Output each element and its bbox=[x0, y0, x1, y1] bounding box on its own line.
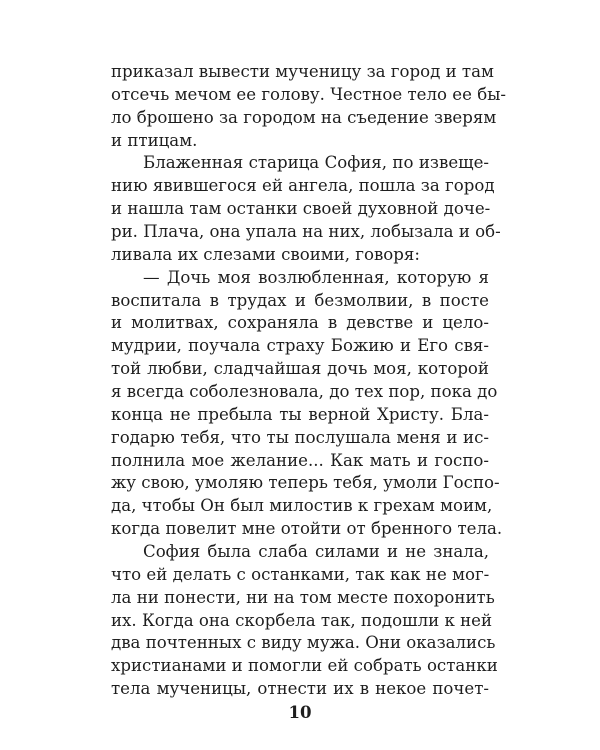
text-line-16: конца не пребыла ты верной Христу. Бла- bbox=[111, 404, 489, 424]
text-line-14: той любви, сладчайшая дочь моя, которой bbox=[111, 359, 489, 379]
text-line-28: тела мученицы, отнести их в некое почет- bbox=[111, 679, 489, 699]
text-line-26: два почтенных с виду мужа. Они оказались bbox=[111, 633, 496, 653]
text-line-17: годарю тебя, что ты послушала меня и ис- bbox=[111, 427, 489, 447]
text-line-15: я всегда соболезновала, до тех пор, пока до bbox=[111, 382, 498, 401]
text-line-13: мудрии, поучала страху Божию и Его свя- bbox=[111, 336, 489, 356]
text-line-24: ла ни понести, ни на том месте похоронить bbox=[111, 587, 495, 607]
text-line-11: воспитала в трудах и безмолвии, в посте bbox=[111, 290, 489, 310]
text-line-9: ливала их слезами своими, говоря: bbox=[111, 244, 420, 264]
text-line-12: и молитвах, сохраняла в девстве и цело- bbox=[111, 313, 489, 333]
text-line-7: и нашла там останки своей духовной доче- bbox=[111, 199, 491, 219]
text-line-27: христианами и помогли ей собрать останки bbox=[111, 656, 498, 676]
text-line-3: ло брошено за городом на съедение зверям bbox=[111, 107, 497, 127]
text-line-18: полнила мое желание... Как мать и госпо- bbox=[111, 450, 489, 470]
text-line-20: да, чтобы Он был милостив к грехам моим, bbox=[111, 496, 493, 516]
text-line-1: приказал вывести мученицу за город и там bbox=[111, 62, 494, 81]
page-number: 10 bbox=[288, 702, 312, 722]
text-line-25: их. Когда она скорбела так, подошли к ней bbox=[111, 610, 493, 630]
text-line-5: Блаженная старица София, по извеще- bbox=[143, 153, 489, 173]
text-line-22: София была слаба силами и не знала, bbox=[143, 542, 489, 561]
text-line-2: отсечь мечом ее голову. Честное тело ее бы- bbox=[111, 84, 507, 104]
text-line-8: ри. Плача, она упала на них, лобызала и об- bbox=[111, 222, 501, 241]
text-line-21: когда повелит мне отойти от бренного тела. bbox=[111, 519, 503, 539]
text-line-19: жу свою, умоляю теперь тебя, умоли Госпо- bbox=[111, 473, 500, 493]
text-line-23: что ей делать с останками, так как не мог- bbox=[111, 564, 490, 584]
text-line-6: нию явившегося ей ангела, пошла за город bbox=[111, 176, 495, 196]
text-line-10: — Дочь моя возлюбленная, которую я bbox=[143, 267, 489, 287]
text-line-4: и птицам. bbox=[111, 130, 198, 150]
